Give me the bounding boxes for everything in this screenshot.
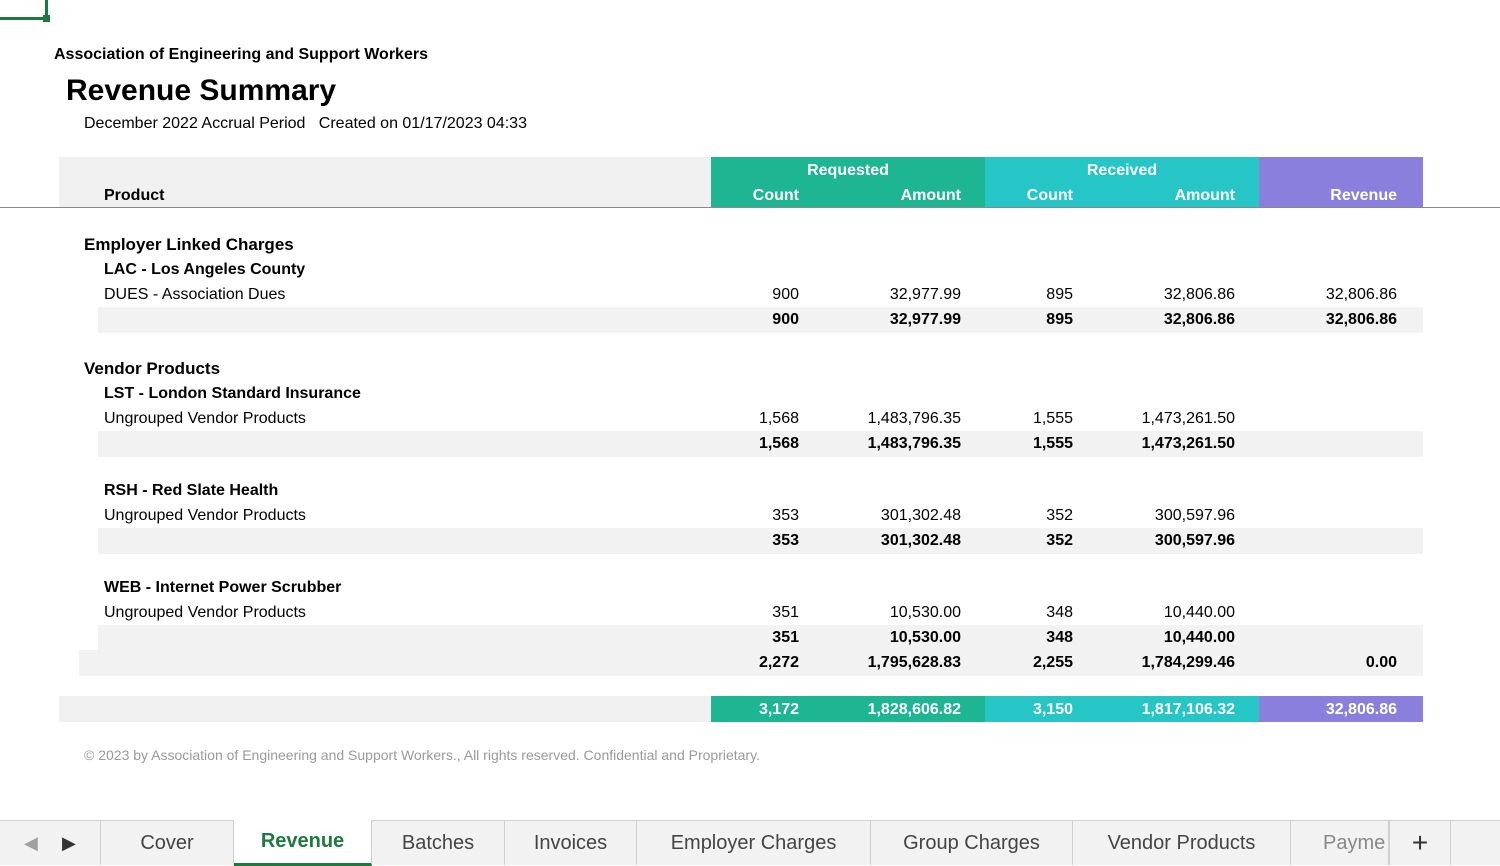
column-header-revenue: Revenue (1330, 187, 1397, 204)
report-subtitle (84, 115, 527, 133)
sheet-tab-bar (0, 820, 1500, 865)
subtotal-req-count: 353 (772, 532, 799, 549)
section-heading-employer: Employer Linked Charges (84, 235, 294, 254)
subtotal-req-amount: 301,302.48 (880, 532, 961, 549)
vendor-total-rec-count: 2,255 (1032, 654, 1073, 671)
subtotal-rec-amount: 10,440.00 (1163, 629, 1235, 646)
subtotal-req-count: 1,568 (758, 435, 799, 452)
cell-req-amount: 32,977.99 (889, 286, 961, 303)
cell-rec-amount: 1,473,261.50 (1141, 410, 1235, 427)
group-header-received: Received (1086, 162, 1158, 179)
sheet-tab-payments[interactable]: Payme (1291, 821, 1389, 865)
cell-req-amount: 301,302.48 (880, 507, 961, 524)
subtotal-req-amount: 1,483,796.35 (867, 435, 961, 452)
cell-rec-amount: 32,806.86 (1163, 286, 1235, 303)
cell-rec-count: 348 (1046, 604, 1073, 621)
subtotal-rec-amount: 1,473,261.50 (1141, 435, 1235, 452)
cell-rec-amount: 300,597.96 (1154, 507, 1235, 524)
row-label-lst: Ungrouped Vendor Products (104, 410, 306, 427)
subtotal-rec-count: 1,555 (1032, 435, 1073, 452)
cell-req-amount: 1,483,796.35 (867, 410, 961, 427)
grand-total-rec-count: 3,150 (1032, 701, 1073, 718)
vendor-total-req-count: 2,272 (758, 654, 799, 671)
subtotal-revenue: 32,806.86 (1325, 311, 1397, 328)
column-header-received-amount: Amount (1174, 187, 1235, 204)
group-heading-lac: LAC - Los Angeles County (104, 261, 306, 278)
subtotal-req-count: 900 (772, 311, 799, 328)
column-header-product: Product (104, 187, 165, 204)
column-header-received-count: Count (1026, 187, 1073, 204)
vendor-total-rec-amount: 1,784,299.46 (1141, 654, 1235, 671)
subtotal-rec-amount: 300,597.96 (1154, 532, 1235, 549)
group-header-requested: Requested (807, 162, 889, 179)
column-header-requested-count: Count (752, 187, 799, 204)
cell-req-count: 1,568 (758, 410, 799, 427)
subtotal-rec-count: 348 (1046, 629, 1073, 646)
row-label-web: Ungrouped Vendor Products (104, 604, 306, 621)
cell-req-amount: 10,530.00 (889, 604, 961, 621)
cell-revenue: 32,806.86 (1325, 286, 1397, 303)
subtotal-req-amount: 32,977.99 (889, 311, 961, 328)
grand-total-req-amount: 1,828,606.82 (867, 701, 961, 718)
subtotal-rec-count: 352 (1046, 532, 1073, 549)
sheet-tab-invoices[interactable]: Invoices (505, 821, 637, 865)
accrual-period: December 2022 Accrual Period (84, 115, 306, 132)
scroll-tabs-left-icon[interactable]: ◀ (24, 833, 38, 853)
cell-req-count: 353 (772, 507, 799, 524)
sheet-tab-employer-charges[interactable]: Employer Charges (637, 821, 871, 865)
grand-total-label-bg (59, 696, 711, 722)
created-timestamp: Created on 01/17/2023 04:33 (318, 115, 527, 132)
cell-rec-count: 895 (1046, 286, 1073, 303)
row-label-dues: DUES - Association Dues (104, 286, 286, 303)
sheet-tab-group-charges[interactable]: Group Charges (871, 821, 1073, 865)
grand-total-revenue: 32,806.86 (1325, 701, 1397, 718)
selected-cell-indicator[interactable] (0, 0, 48, 20)
subtotal-req-count: 351 (772, 629, 799, 646)
sheet-tab-batches[interactable]: Batches (372, 821, 505, 865)
vendor-total-req-amount: 1,795,628.83 (867, 654, 961, 671)
sheet-tab-vendor-products[interactable]: Vendor Products (1073, 821, 1291, 865)
scroll-tabs-right-icon[interactable]: ▶ (62, 833, 76, 853)
subtotal-req-amount: 10,530.00 (889, 629, 961, 646)
header-divider (0, 207, 1500, 208)
sheet-tab-revenue[interactable]: Revenue (234, 820, 372, 866)
group-heading-web: WEB - Internet Power Scrubber (104, 579, 342, 596)
sheet-tab-cover[interactable]: Cover (100, 821, 234, 865)
add-sheet-icon[interactable]: + (1389, 821, 1451, 865)
column-header-requested-amount: Amount (900, 187, 961, 204)
cell-req-count: 900 (772, 286, 799, 303)
copyright-footer: © 2023 by Association of Engineering and Support Workers., All rights reserved. Confidential and Proprietary. (84, 747, 760, 763)
section-heading-vendor: Vendor Products (84, 359, 221, 378)
group-heading-lst: LST - London Standard Insurance (104, 385, 361, 402)
cell-rec-count: 352 (1046, 507, 1073, 524)
vendor-total-revenue: 0.00 (1365, 654, 1397, 671)
subtotal-rec-amount: 32,806.86 (1163, 311, 1235, 328)
cell-req-count: 351 (772, 604, 799, 621)
cell-rec-amount: 10,440.00 (1163, 604, 1235, 621)
group-heading-rsh: RSH - Red Slate Health (104, 482, 279, 499)
organization-name: Association of Engineering and Support Workers (54, 46, 428, 63)
cell-rec-count: 1,555 (1032, 410, 1073, 427)
row-label-rsh: Ungrouped Vendor Products (104, 507, 306, 524)
subtotal-rec-count: 895 (1046, 311, 1073, 328)
page-title: Revenue Summary (66, 74, 337, 107)
grand-total-rec-amount: 1,817,106.32 (1141, 701, 1235, 718)
grand-total-req-count: 3,172 (758, 701, 799, 718)
